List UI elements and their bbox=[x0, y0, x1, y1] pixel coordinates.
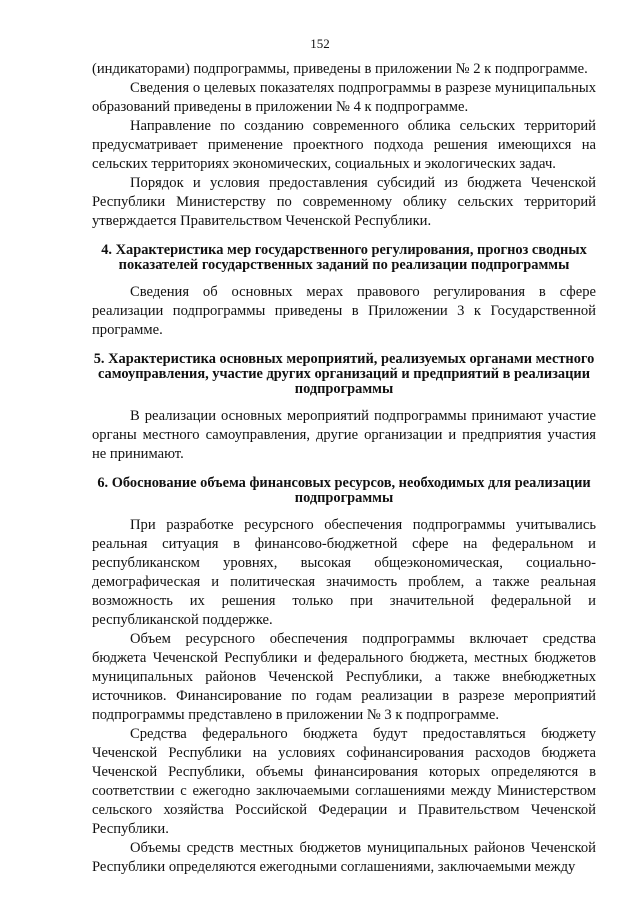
section-heading: 4. Характеристика мер государственного регулирования, прогноз сводных показателей государственных заданий по реализации подпрограммы bbox=[101, 242, 587, 273]
paragraph: Средства федерального бюджета будут предоставляться бюджету Чеченской Республики на условиях софинансирования расходов бюджета Чеченской Республики, объемы финансирования которых определяются в соответствии с ежегодно заключаемыми соглашениями между Министерством сельского хозяйства Российской Федерации и Правительством Чеченской Республики. bbox=[92, 726, 596, 837]
paragraph: Направление по созданию современного облика сельских территорий предусматривает применение проектного подхода решения имеющихся на сельских территориях экономических, социальных и экологических задач. bbox=[92, 118, 596, 172]
paragraph: В реализации основных мероприятий подпрограммы принимают участие органы местного самоуправления, другие организации и предприятия участия не принимают. bbox=[92, 408, 596, 462]
section-heading: 6. Обоснование объема финансовых ресурсов, необходимых для реализации подпрограммы bbox=[97, 475, 591, 506]
paragraph: Сведения о целевых показателях подпрограммы в разрезе муниципальных образований приведены в приложении № 4 к подпрограмме. bbox=[92, 80, 596, 115]
paragraph: (индикаторами) подпрограммы, приведены в приложении № 2 к подпрограмме. bbox=[92, 61, 588, 77]
paragraph: Объемы средств местных бюджетов муниципальных районов Чеченской Республики определяются ежегодными соглашениями, заключаемыми между bbox=[92, 840, 596, 875]
paragraph: Объем ресурсного обеспечения подпрограммы включает средства бюджета Чеченской Республики и федерального бюджета, местных бюджетов муниципальных районов Чеченской Республики, а также внебюджетных источников. Финансирование по годам реализации в разрезе мероприятий подпрограммы представлено в приложении № 3 к подпрограмме. bbox=[92, 631, 596, 723]
document-body bbox=[92, 60, 596, 877]
section-heading: 5. Характеристика основных мероприятий, реализуемых органами местного самоуправления, участие других организаций и предприятий в реализации подпрограммы bbox=[93, 351, 595, 397]
page-number: 152 bbox=[310, 36, 330, 51]
paragraph: Сведения об основных мерах правового регулирования в сфере реализации подпрограммы приведены в Приложении 3 к Государственной программе. bbox=[92, 284, 596, 338]
paragraph: Порядок и условия предоставления субсидий из бюджета Чеченской Республики Министерству по современному облику сельских территорий утверждается Правительством Чеченской Республики. bbox=[92, 175, 596, 229]
paragraph: При разработке ресурсного обеспечения подпрограммы учитывались реальная ситуация в финансово-бюджетной сфере на федеральном и республиканском уровнях, высокая общеэкономическая, социально-демографическая и политическая значимость проблем, а также реальная возможность их решения только при значительной федеральной и республиканской поддержке. bbox=[92, 517, 596, 628]
